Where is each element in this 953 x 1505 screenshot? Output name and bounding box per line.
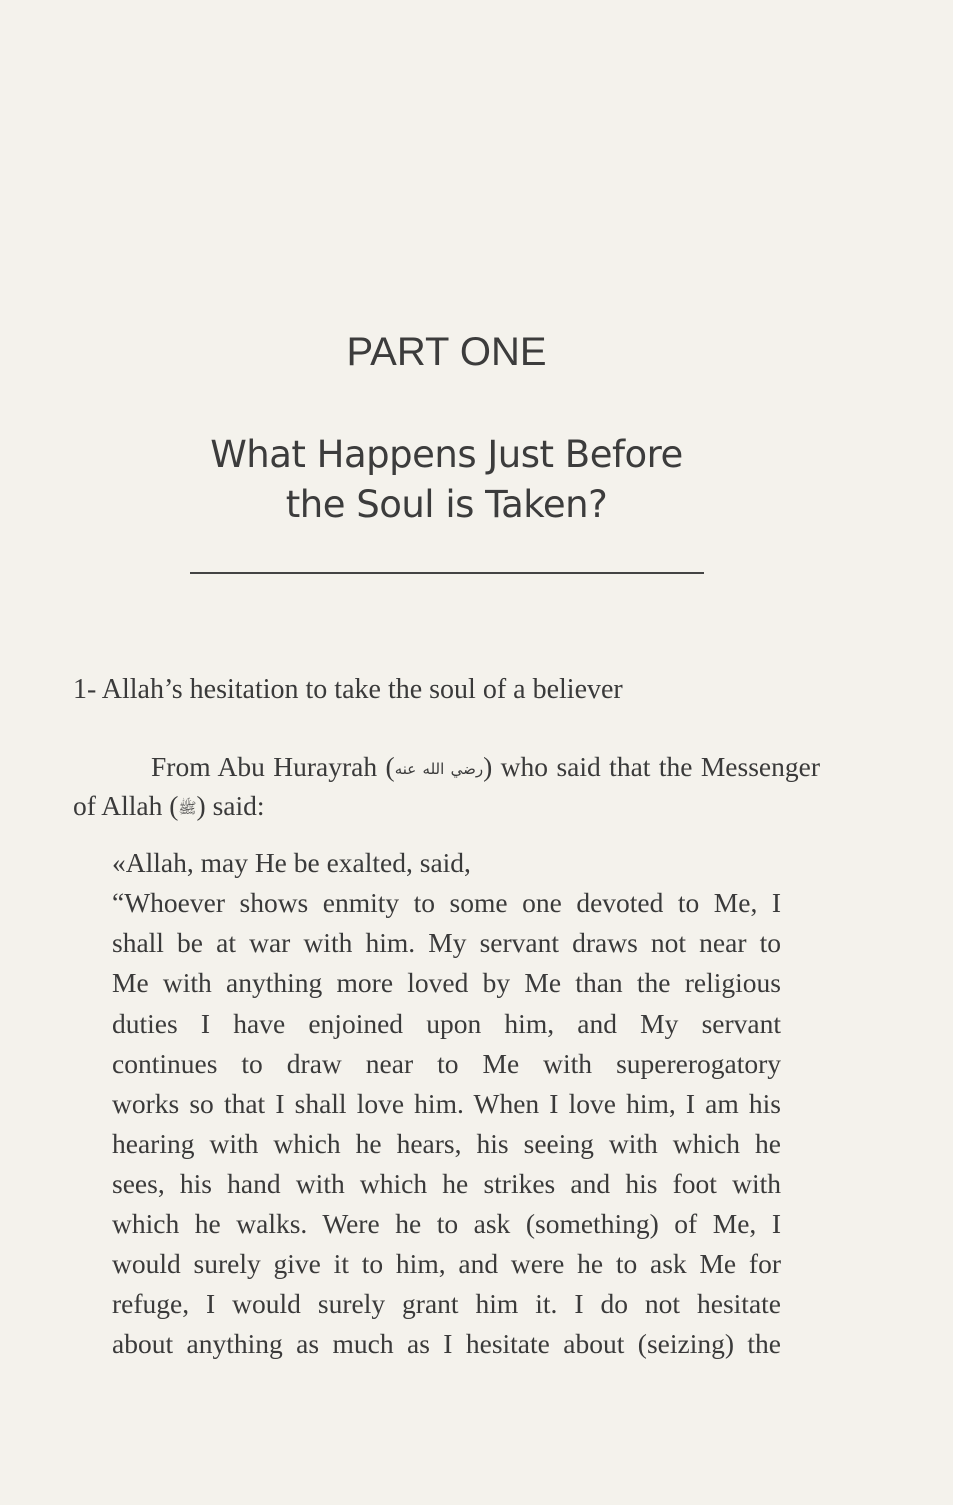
- quote-line: «Allah, may He be exalted, said,: [112, 847, 471, 878]
- intro-text: of Allah (: [73, 790, 179, 821]
- quote-line: which he walks. Were he to ask (something) of Me, I: [112, 1208, 781, 1239]
- chapter-title-line-1: What Happens Just Before: [210, 433, 683, 476]
- quote-line: shall be at war with him. My servant draws not near to: [112, 927, 781, 958]
- quote-line: “Whoever shows enmity to some one devoted to Me, I: [112, 887, 781, 918]
- section-heading: 1- Allah’s hesitation to take the soul of a believer: [73, 674, 623, 705]
- intro-line-1: [151, 750, 820, 784]
- intro-text: From Abu Hurayrah (: [151, 751, 395, 782]
- quote-line: continues to draw near to Me with supererogatory: [112, 1048, 781, 1079]
- quote-line: sees, his hand with which he strikes and his foot with: [112, 1168, 781, 1199]
- honorific-companion-icon: رضي الله عنه: [394, 760, 484, 778]
- intro-line-2: [73, 789, 573, 823]
- intro-text: ) said:: [196, 790, 265, 821]
- quote-line: Me with anything more loved by Me than the religious: [112, 967, 781, 998]
- honorific-prophet-icon: ﷺ: [178, 799, 197, 817]
- part-label: PART ONE: [346, 330, 547, 374]
- quote-line: about anything as much as I hesitate about (seizing) the: [112, 1328, 781, 1359]
- quote-line: would surely give it to him, and were he to ask Me for: [112, 1248, 781, 1279]
- quote-line: hearing with which he hears, his seeing with which he: [112, 1128, 781, 1159]
- quote-line: duties I have enjoined upon him, and My servant: [112, 1008, 781, 1039]
- title-divider: [190, 572, 704, 574]
- chapter-title-line-2: the Soul is Taken?: [285, 483, 608, 526]
- quote-line: refuge, I would surely grant him it. I do not hesitate: [112, 1288, 781, 1319]
- intro-text: ) who said that the Messenger: [483, 751, 820, 782]
- quote-line: works so that I shall love him. When I love him, I am his: [112, 1088, 781, 1119]
